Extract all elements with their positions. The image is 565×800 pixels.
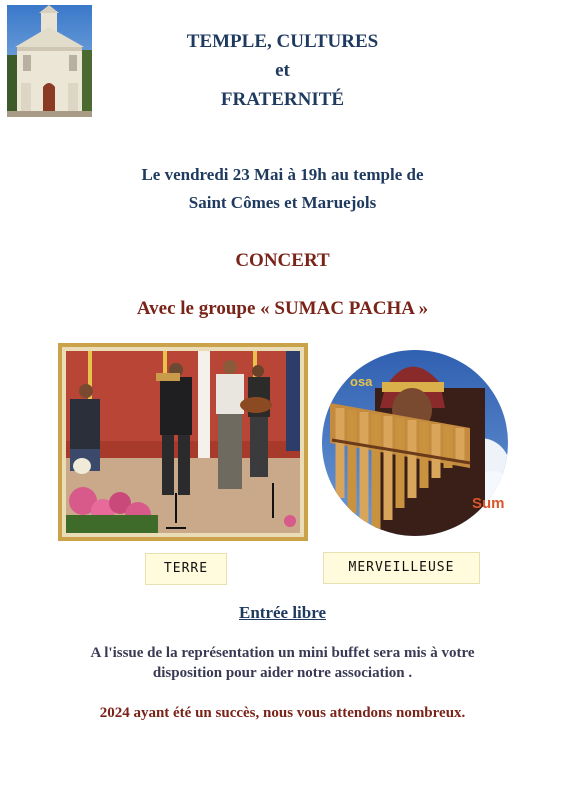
event-date-line-2: Saint Cômes et Maruejols [188, 193, 377, 212]
caption-terre: TERRE [145, 553, 227, 585]
entry-free: Entrée libre [238, 603, 327, 622]
closing-line: 2024 ayant été un succès, nous vous attendons nombreux. [99, 705, 466, 721]
title-line-3: FRATERNITÉ [220, 89, 345, 110]
buffet-line-2: disposition pour aider notre association . [152, 665, 413, 681]
poster-text-bottom: Sum [472, 495, 505, 512]
title-line-1: TEMPLE, CULTURES [186, 31, 379, 52]
band-photo [58, 343, 308, 541]
concert-heading: CONCERT [235, 250, 330, 271]
poster-text-top: osa [350, 374, 373, 389]
group-line: Avec le groupe « SUMAC PACHA » [136, 298, 429, 319]
title-line-2: et [275, 60, 290, 81]
buffet-line-1: A l'issue de la représentation un mini buffet sera mis à votre [90, 645, 475, 661]
caption-merveilleuse: MERVEILLEUSE [323, 552, 480, 584]
pan-flute-poster [320, 348, 510, 538]
event-date-line-1: Le vendredi 23 Mai à 19h au temple de [141, 165, 424, 184]
